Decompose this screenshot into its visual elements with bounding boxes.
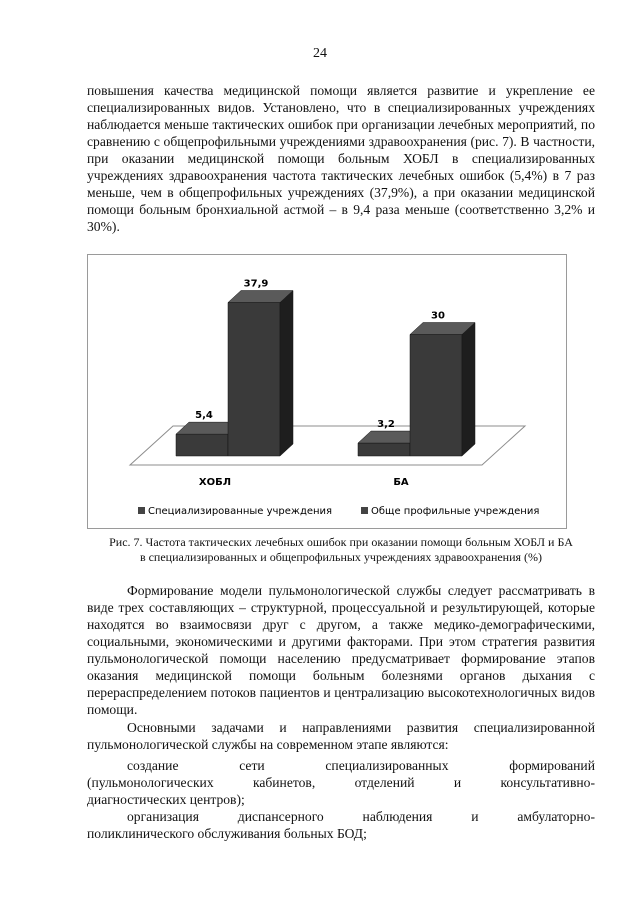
bar-asthma-general-front [410, 335, 462, 457]
word: специализированных [325, 758, 449, 773]
word: и [453, 775, 462, 790]
word: наблюдения [362, 809, 433, 824]
paragraph-model: Формирование модели пульмонологической службы следует рассматривать в виде трех составляющих – структурной, процессуальной и результирующей, которые находятся во взаимосвязи друг с другом, а также медико-демографическими, социальными, экономическими и другими факторами. При этом стратегия развития пульмонологической помощи населению предусматривает формирование этапов оказания медицинской помощи больным болезнями органов дыхания с перераспределением потоков пациентов и централизацию высокотехнологичных видов помощи. [87, 583, 595, 717]
word: сети [239, 758, 265, 773]
word: и [471, 809, 479, 824]
data-label-copd-specialized: 5,4 [195, 410, 213, 422]
bar-chart [88, 255, 568, 530]
list-item-network [87, 757, 595, 808]
word: (пульмонологических [87, 775, 214, 790]
caption-line-1: Рис. 7. Частота тактических лечебных ошибок при оказании помощи больным ХОБЛ и БА [109, 535, 573, 549]
bar-asthma-specialized-front [358, 443, 410, 456]
caption-line-2: в специализированных и общепрофильных учреждениях здравоохранения (%) [139, 550, 543, 564]
word: формирований [509, 758, 595, 773]
bar-copd-specialized-front [176, 434, 228, 456]
word: консультативно- [500, 775, 595, 790]
word: создание [127, 758, 179, 773]
chart-legend [138, 506, 539, 517]
paragraph-tasks: Основными задачами и направлениями развития специализированной пульмонологической службы на современном этапе являются: [87, 720, 595, 752]
word: отделений [354, 775, 415, 790]
bar-copd-general-side [280, 291, 293, 456]
list-item-dispensary [87, 808, 595, 842]
data-label-asthma-specialized: 3,2 [377, 419, 395, 431]
page-number: 24 [313, 46, 327, 61]
bar-asthma-general-side [462, 323, 475, 457]
legend-swatch-specialized [138, 507, 145, 514]
word: диспансерного [237, 809, 324, 824]
item1-line2 [87, 774, 595, 791]
figure-caption [87, 535, 595, 565]
word: организация [127, 809, 199, 824]
data-label-asthma-general: 30 [431, 310, 445, 322]
word: кабинетов, [252, 775, 316, 790]
word: амбулаторно- [517, 809, 595, 824]
bar-copd-general-front [228, 303, 280, 456]
paragraph-intro: повышения качества медицинской помощи является развитие и укрепление ее специализированных видов. Установлено, что в специализированных учреждениях наблюдается меньше тактических ошибок при организации лечебных мероприятий, по сравнению с общепрофильными учреждениями здравоохранения (рис. 7). В частности, при оказании медицинской помощи больным ХОБЛ в специализированных учреждениях здравоохранения частота тактических лечебных ошибок (5,4%) в 7 раз меньше, чем в общепрофильных учреждениях (37,9%), а при оказании медицинской помощи больным бронхиальной астмой – в 9,4 раза меньше (соответственно 3,2% и 30%). [87, 83, 595, 234]
item1-line1 [87, 757, 595, 774]
chart-figure-7 [87, 254, 567, 529]
legend-swatch-general [361, 507, 368, 514]
item2-line2: поликлинического обслуживания больных БОД; [87, 826, 367, 841]
category-label-asthma: БА [393, 477, 409, 488]
legend-label-specialized: Специализированные учреждения [148, 506, 333, 517]
item1-line3: диагностических центров); [87, 792, 245, 807]
data-label-copd-general: 37,9 [243, 278, 269, 290]
legend-label-general: Обще профильные учреждения [371, 506, 540, 517]
item2-line1 [87, 808, 595, 825]
category-label-copd: ХОБЛ [198, 477, 232, 488]
